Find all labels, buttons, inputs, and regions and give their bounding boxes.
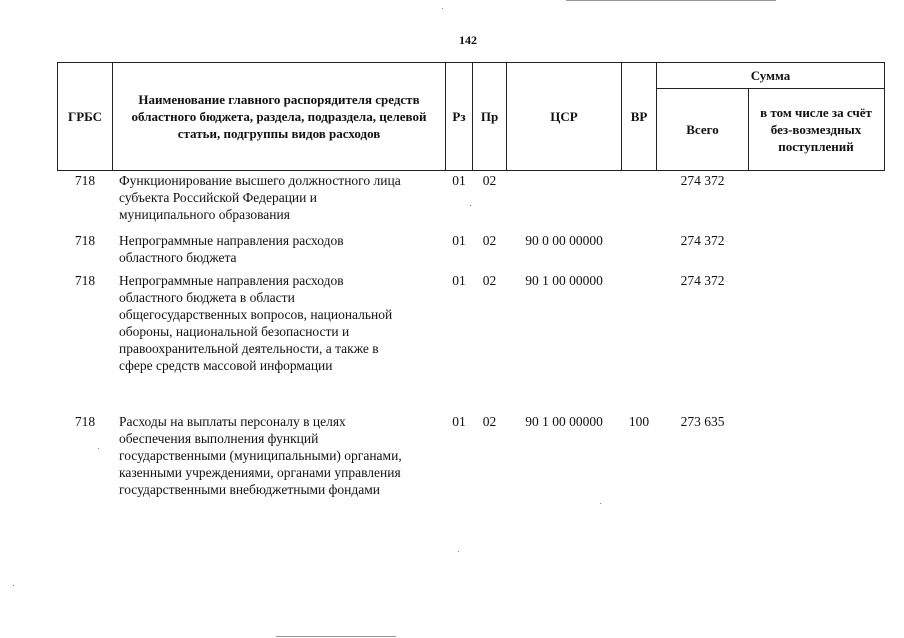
col-divider-total <box>748 88 749 171</box>
scan-line-bottom <box>276 636 396 637</box>
header-rz: Рз <box>452 108 466 124</box>
row-rz: 01 <box>452 173 466 188</box>
row-name: Непрограммные направления расходов областного бюджета в области общегосударственных вопросов, национальной обороны, национальной безопасности и правоохранительной деятельности, а также в сфере средств массовой информации <box>119 273 393 373</box>
row-grbs: 718 <box>74 173 96 188</box>
header-bottom-border <box>57 170 885 171</box>
row-name: Расходы на выплаты персоналу в целях обеспечения выполнения функций государственными (муниципальными) органами, казенными учреждениями, органами управления государственными внебюджетными фондами <box>119 414 402 497</box>
row-total: 273 635 <box>680 414 725 429</box>
row-name: Функционирование высшего должностного лица субъекта Российской Федерации и муниципального образования <box>119 173 401 222</box>
header-csr: ЦСР <box>550 108 578 124</box>
row-grbs: 718 <box>74 414 96 429</box>
row-total: 274 372 <box>680 233 725 248</box>
scan-speck <box>470 205 471 206</box>
scan-speck <box>600 503 601 504</box>
scan-speck <box>442 8 443 9</box>
row-grbs: 718 <box>74 273 96 288</box>
row-rz: 01 <box>452 414 466 429</box>
row-rz: 01 <box>452 273 466 288</box>
table-right-border <box>884 62 885 171</box>
row-csr: 90 1 00 00000 <box>525 273 603 288</box>
row-csr: 90 1 00 00000 <box>525 414 603 429</box>
scan-line-top <box>566 0 776 1</box>
header-grbs: ГРБС <box>67 108 103 124</box>
row-pr: 02 <box>482 414 497 429</box>
scan-speck <box>98 448 99 449</box>
row-pr: 02 <box>482 233 497 248</box>
header-vr: ВР <box>630 108 648 124</box>
row-vr: 100 <box>628 414 650 429</box>
row-name: Непрограммные направления расходов областного бюджета <box>119 233 344 265</box>
row-pr: 02 <box>482 173 497 188</box>
page-number: 142 <box>459 33 477 47</box>
col-divider-grbs <box>112 62 113 171</box>
scan-speck <box>458 551 459 552</box>
row-total: 274 372 <box>680 273 725 288</box>
header-pr: Пр <box>480 108 499 124</box>
row-csr: 90 0 00 00000 <box>525 233 603 248</box>
row-rz: 01 <box>452 233 466 248</box>
header-incl: в том числе за счёт без-возмездных поступлений <box>760 105 872 154</box>
scan-speck <box>13 585 14 586</box>
row-grbs: 718 <box>74 233 96 248</box>
header-vsego: Всего <box>686 122 719 137</box>
row-pr: 02 <box>482 273 497 288</box>
row-total: 274 372 <box>680 173 725 188</box>
header-summa: Сумма <box>750 67 791 83</box>
header-name: Наименование главного распорядителя средств областного бюджета, раздела, подраздела, целевой статьи, подгруппы видов расходов <box>131 91 427 141</box>
